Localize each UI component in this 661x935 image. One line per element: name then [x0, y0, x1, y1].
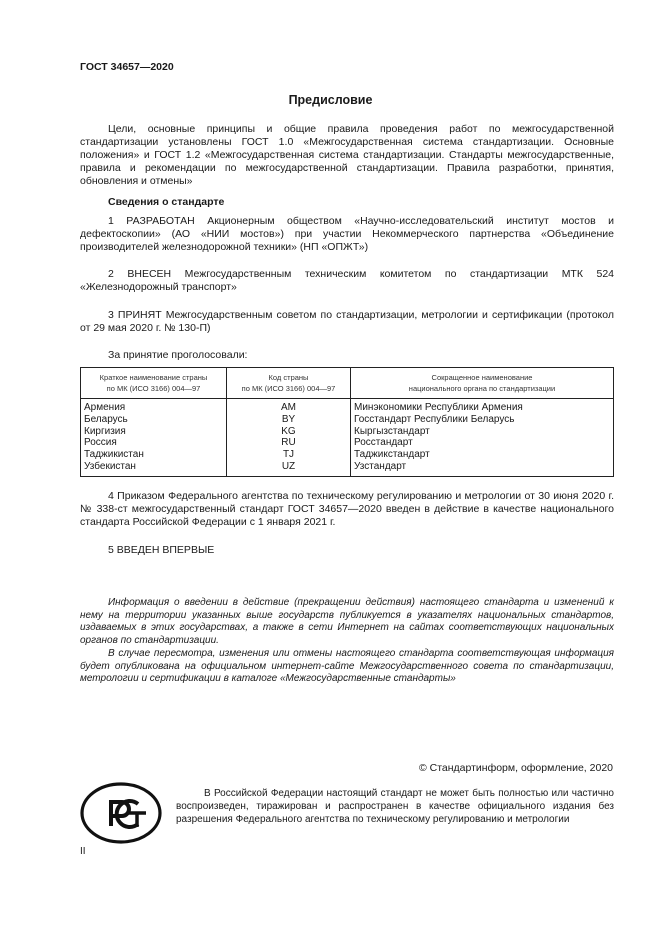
document-header: ГОСТ 34657—2020	[80, 61, 174, 73]
body-cell: Таджикстандарт	[351, 449, 614, 461]
country-cell: Беларусь	[81, 414, 227, 426]
country-cell: Киргизия	[81, 426, 227, 438]
info-paragraph-2: В случае пересмотра, изменения или отмены настоящего стандарта соответствующая информация будет опубликована на официальном интернет-сайте Межгосударственного совета по стандартизации, метрологии и сертификации в каталоге «Межгосударственные стандарты»	[80, 648, 614, 684]
page-number: II	[80, 846, 86, 857]
table-row	[81, 426, 614, 438]
body-cell: Минэкономики Республики Армения	[351, 399, 614, 414]
item-1-developed: 1 РАЗРАБОТАН Акционерным обществом «Научно-исследовательский институт мостов и дефектоскопии» (АО «НИИ мостов») при участии Некоммерческого партнерства «Объединение производителей железнодорожной техники» (НП «ОПЖТ»)	[80, 215, 614, 253]
intro-paragraph: Цели, основные принципы и общие правила проведения работ по межгосударственной стандартизации установлены ГОСТ 1.0 «Межгосударственная система стандартизации. Основные положения» и ГОСТ 1.2 «Межгосударственная система стандартизации. Стандарты межгосударственные, правила и рекомендации по межгосударственной стандартизации. Правила разработки, принятия, обновления и отмены»	[80, 123, 614, 187]
code-cell: RU	[227, 437, 351, 449]
table-header-row	[81, 368, 614, 399]
info-paragraph-1: Информация о введении в действие (прекращении действия) настоящего стандарта и изменений к нему на территории указанных выше государств публикуется в указателях национальных стандартов, издаваемых в этих государствах, а также в сети Интернет на сайтах соответствующих национальных органов по стандартизации.	[80, 597, 614, 646]
page-title: Предисловие	[288, 93, 373, 107]
table-row	[81, 399, 614, 414]
voted-label: За принятие проголосовали:	[108, 349, 248, 361]
country-cell: Россия	[81, 437, 227, 449]
voting-table	[80, 367, 614, 477]
item-3-adopted: 3 ПРИНЯТ Межгосударственным советом по стандартизации, метрологии и сертификации (протокол от 29 мая 2020 г. № 130-П)	[80, 309, 614, 334]
code-cell: UZ	[227, 461, 351, 476]
header-national-body: Сокращенное наименование национального органа по стандартизации	[351, 368, 614, 399]
body-cell: Узстандарт	[351, 461, 614, 476]
country-cell: Узбекистан	[81, 461, 227, 476]
item-2-introduced: 2 ВНЕСЕН Межгосударственным техническим комитетом по стандартизации МТК 524 «Железнодорожный транспорт»	[80, 268, 614, 293]
header-country-name: Краткое наименование страны по МК (ИСО 3166) 004—97	[81, 368, 227, 399]
reproduction-notice: В Российской Федерации настоящий стандарт не может быть полностью или частично воспроизведен, тиражирован и распространен в качестве официального издания без разрешения Федерального агентства по техническому регулированию и метрологии	[176, 788, 614, 825]
code-cell: AM	[227, 399, 351, 414]
code-cell: TJ	[227, 449, 351, 461]
table-row	[81, 449, 614, 461]
body-cell: Госстандарт Республики Беларусь	[351, 414, 614, 426]
body-cell: Кыргызстандарт	[351, 426, 614, 438]
code-cell: KG	[227, 426, 351, 438]
table-row	[81, 414, 614, 426]
header-country-code: Код страны по МК (ИСО 3166) 004—97	[227, 368, 351, 399]
rst-logo-icon	[80, 782, 162, 844]
item-4-order: 4 Приказом Федерального агентства по техническому регулированию и метрологии от 30 июня 2020 г. № 338-ст межгосударственный стандарт ГОСТ 34657—2020 введен в действие в качестве национального стандарта Российской Федерации с 1 января 2021 г.	[80, 490, 614, 528]
copyright-line: © Стандартинформ, оформление, 2020	[418, 762, 613, 774]
country-cell: Армения	[81, 399, 227, 414]
country-cell: Таджикистан	[81, 449, 227, 461]
table-row	[81, 461, 614, 476]
code-cell: BY	[227, 414, 351, 426]
table-row	[81, 437, 614, 449]
section-title: Сведения о стандарте	[108, 196, 225, 208]
item-5-first-introduced: 5 ВВЕДЕН ВПЕРВЫЕ	[108, 544, 215, 556]
body-cell: Росстандарт	[351, 437, 614, 449]
